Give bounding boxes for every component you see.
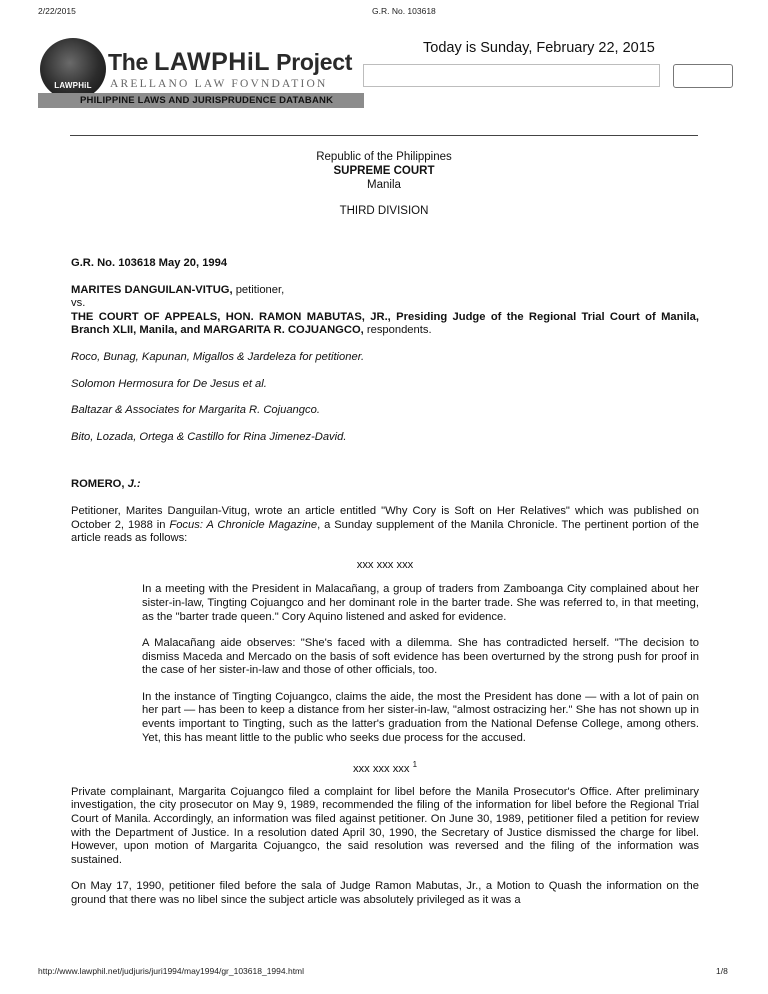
counsel-line: Baltazar & Associates for Margarita R. Cojuangco. [71,404,320,417]
petitioner-name: MARITES DANGUILAN-VITUG, [71,283,233,296]
counsel-line: Bito, Lozada, Ortega & Castillo for Rina Jimenez-David. [71,430,347,443]
ellipsis-marker-footnoted [71,758,699,777]
seal-icon [40,38,106,100]
ellipsis-text: xxx xxx xxx [352,763,413,776]
seal-text: LAWPHiL [54,81,92,90]
petitioner-role: petitioner, [232,283,285,296]
today-date: Today is Sunday, February 22, 2015 [423,40,655,56]
para1-a: Petitioner, Marites Danguilan-Vitug, wrote an article entitled "Why Cory is Soft on Her Relatives" which was published on October 2, 1988 in [71,504,699,531]
lawphil-logo[interactable] [38,38,364,108]
ponente-name: ROMERO, [71,478,128,491]
brand-pre: The [108,49,155,75]
versus: vs. [71,297,86,310]
logo-tagline-bar [38,93,364,108]
search-input[interactable] [363,64,660,87]
paragraph [71,505,699,546]
logo-tagline: PHILIPPINE LAWS AND JURISPRUDENCE DATABANK [80,95,334,106]
logo-foundation: ARELLANO LAW FOVNDATION [110,78,328,90]
print-url: http://www.lawphil.net/judjuris/juri1994/may1994/gr_103618_1994.html [38,966,305,976]
case-number: G.R. No. 103618 May 20, 1994 [71,257,228,269]
print-header [0,6,768,18]
header-divider [70,135,698,136]
counsel-line: Solomon Hermosura for De Jesus et al. [71,377,267,390]
logo-brand [108,48,352,77]
court-name: SUPREME COURT [333,165,435,177]
publication-title: Focus: A Chronicle Magazine [169,518,318,531]
counsel-line: Roco, Bunag, Kapunan, Migallos & Jardeleza for petitioner. [71,350,365,363]
decision-body [71,257,699,921]
print-page-number: 1/8 [716,966,728,976]
block-quote: In the instance of Tingting Cojuangco, claims the aide, the most the President has done — with a lot of pain on her part — has been to keep a distance from her sister-in-law, "almost ostracizing her." She has not shown up in events important to Tingting, such as the latter's graduation from the National Defense College, among others. Yet, this has meant little to the public who seeks due process for the accused. [142,690,699,744]
block-quote: In a meeting with the President in Malacañang, a group of traders from Zamboanga City complained about her sister-in-law, Tingting Cojuangco and her dominant role in the barter trade. She was referred to, in that meeting, as the "barter trade queen." Cory Aquino listened and asked for evidence. [142,583,699,623]
case-parties [71,284,699,338]
ponente-title: J.: [127,478,141,491]
block-quote: A Malacañang aide observes: "She's faced with a dilemma. She has contradicted herself. "The decision to dismiss Maceda and Mercado on the basis of soft evidence has been overturned by the strong push for proof in the case of her sister-in-law and those of other officials, too. [142,637,699,677]
ellipsis-marker: xxx xxx xxx [356,558,414,571]
republic-line: Republic of the Philippines [316,151,452,163]
paragraph: Private complainant, Margarita Cojuangco filed a complaint for libel before the Manila Prosecutor's Office. After preliminary investigation, the city prosecutor on May 9, 1989, recommended the filing of the information for libel before the Regional Trial Court of Manila. Accordingly, an information was filed against petitioner. On June 30, 1989, petitioner filed a petition for review with the Department of Justice. In a resolution dated April 30, 1990, the Secretary of Justice dismissed the charge for libel. However, upon motion of Margarita Cojuangco, the said resolution was reversed and the filing of the information was sustained. [71,785,699,866]
print-title: G.R. No. 103618 [372,6,436,16]
respondents-role: respondents. [363,324,432,337]
court-heading [70,150,698,218]
respondents-names: THE COURT OF APPEALS, HON. RAMON MABUTAS, JR., Presiding Judge of the Regional Trial Court of Manila, Branch XLII, Manila, and MARGARITA R. COJUANGCO, [71,310,699,337]
paragraph: On May 17, 1990, petitioner filed before the sala of Judge Ramon Mabutas, Jr., a Motion to Quash the information on the ground that there was no libel since the subject article was absolutely privileged as it was a [71,880,699,906]
search-button[interactable] [673,64,733,88]
print-date: 2/22/2015 [38,6,76,16]
brand-post: Project [270,49,353,75]
footnote-link[interactable]: 1 [412,760,418,770]
court-division: THIRD DIVISION [339,205,429,217]
para1-b: , a Sunday supplement of the Manila Chronicle. The pertinent portion of the article reads as follows: [71,518,699,545]
ponente [71,478,699,492]
brand-main: LAWPHiL [154,48,271,76]
court-city: Manila [367,179,401,191]
